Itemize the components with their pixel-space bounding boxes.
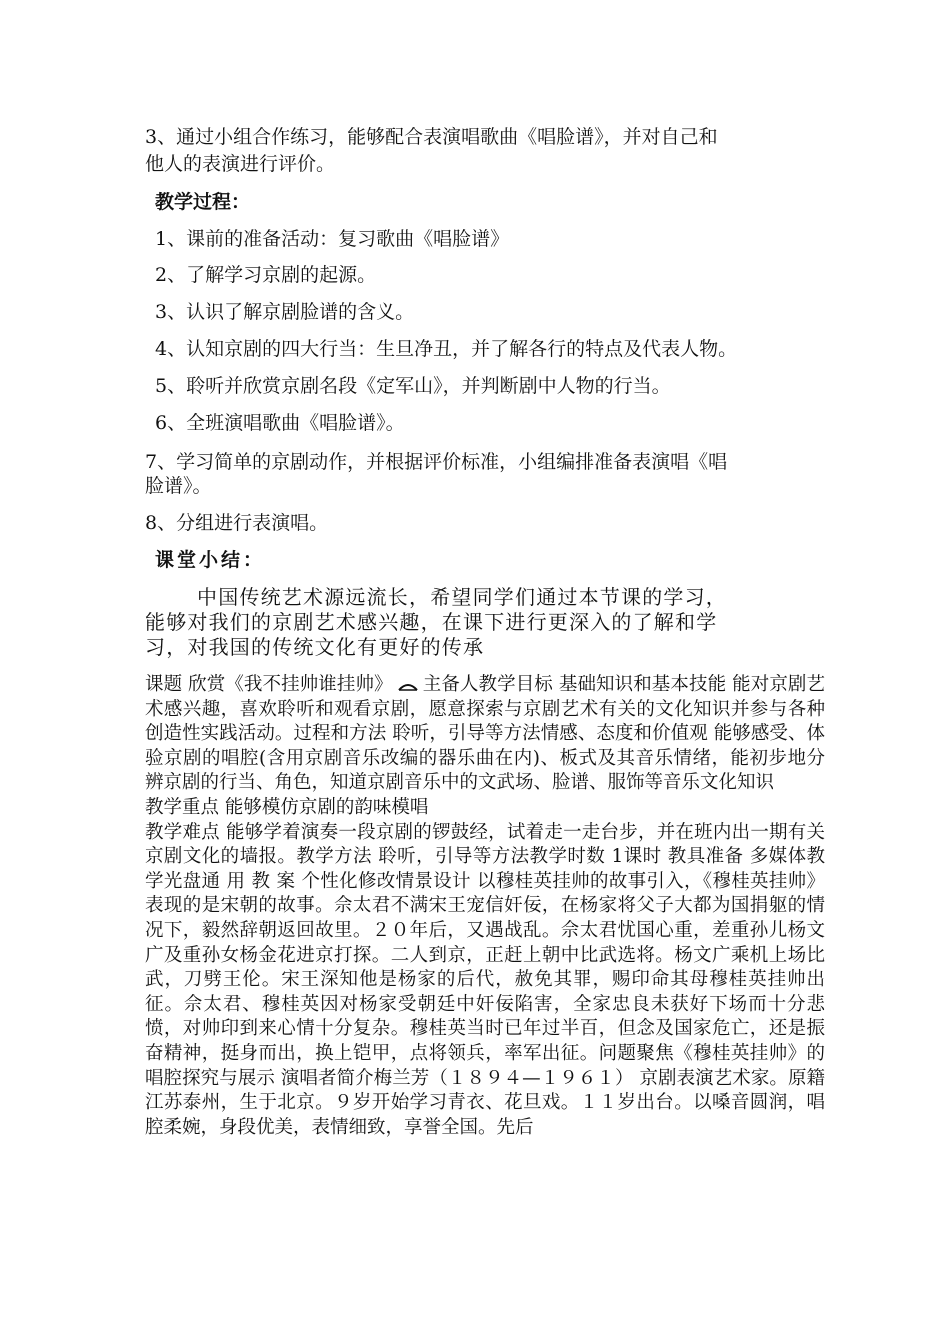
process-step-7-line2: 脸谱》。	[145, 475, 212, 497]
process-step-1: 1、课前的准备活动：复习歌曲《唱脸谱》	[155, 228, 510, 250]
objective-3-line2: 他人的表演进行评价。	[145, 153, 336, 175]
lesson-plan-objectives	[145, 673, 825, 796]
process-step-5: 5、聆听并欣赏京剧名段《定军山》，并判断剧中人物的行当。	[155, 375, 671, 397]
scan-mark-icon	[397, 678, 419, 692]
summary-paragraph	[145, 585, 825, 660]
summary-heading: 课堂小结：	[155, 549, 266, 571]
summary-line-3: 习，对我国的传统文化有更好的传承	[145, 635, 485, 659]
lesson-title: 课题 欣赏《我不挂帅谁挂帅》	[145, 674, 393, 695]
lesson-plan-body	[145, 673, 825, 1140]
process-step-2: 2、了解学习京剧的起源。	[155, 264, 377, 286]
process-step-4: 4、认知京剧的四大行当：生旦净丑，并了解各行的特点及代表人物。	[155, 338, 738, 360]
objective-3-line1: 3、通过小组合作练习，能够配合表演唱歌曲《唱脸谱》，并对自己和	[145, 126, 718, 148]
lesson-objectives-text: 主备人教学目标 基础知识和基本技能 能对京剧艺术感兴趣，喜欢聆听和观看京剧，愿意探索与京剧艺术有关的文化知识并参与各种创造性实践活动。过程和方法 聆听，引导等方法情感、态度和价值观 能够感受、体验京剧的唱腔(含用京剧音乐改编的器乐曲在内)、板式及其音乐情绪，能初步地分辨京剧的行当、角色，知道京剧音乐中的文武场、脸谱、服饰等音乐文化知识	[145, 674, 825, 794]
process-step-8: 8、分组进行表演唱。	[145, 512, 329, 534]
process-step-6: 6、全班演唱歌曲《唱脸谱》。	[155, 412, 405, 434]
process-step-7-line1: 7、学习简单的京剧动作，并根据评价标准，小组编排准备表演唱《唱	[145, 451, 728, 473]
summary-line-2: 能够对我们的京剧艺术感兴趣，在课下进行更深入的了解和学	[145, 610, 718, 634]
lesson-difficulty-and-story: 教学难点 能够学着演奏一段京剧的锣鼓经，试着走一走台步，并在班内出一期有关京剧文化的墙报。教学方法 聆听，引导等方法教学时数 1课时 教具准备 多媒体教学光盘通 用 教 案 个性化修改情景设计 以穆桂英挂帅的故事引入，《穆桂英挂帅》表现的是宋朝的故事。佘太君不满宋王宠信奸佞，在杨家将父子大都为国捐躯的情况下，毅然辞朝返回故里。２０年后，又遇战乱。佘太君忧国心重，差重孙儿杨文广及重孙女杨金花进京打探。二人到京，正赶上朝中比武选将。杨文广乘机上场比武，刀劈王伦。宋王深知他是杨家的后代，赦免其罪，赐印命其母穆桂英挂帅出征。佘太君、穆桂英因对杨家受朝廷中奸佞陷害，全家忠良未获好下场而十分悲愤，对帅印到来心情十分复杂。穆桂英当时已年过半百，但念及国家危亡，还是振奋精神，挺身而出，换上铠甲，点将领兵，率军出征。问题聚焦《穆桂英挂帅》的唱腔探究与展示 演唱者简介梅兰芳（１８９４—１９６１） 京剧表演艺术家。原籍江苏泰州，生于北京。９岁开始学习青衣、花旦戏。１１岁出台。以嗓音圆润，唱腔柔婉，身段优美，表情细致，享誉全国。先后	[145, 821, 825, 1138]
process-heading: 教学过程：	[155, 191, 251, 213]
lesson-key-point: 教学重点 能够模仿京剧的韵味模唱	[145, 796, 429, 818]
process-step-3: 3、认识了解京剧脸谱的含义。	[155, 301, 415, 323]
summary-line-1: 中国传统艺术源远流长，希望同学们通过本节课的学习，	[197, 585, 727, 609]
